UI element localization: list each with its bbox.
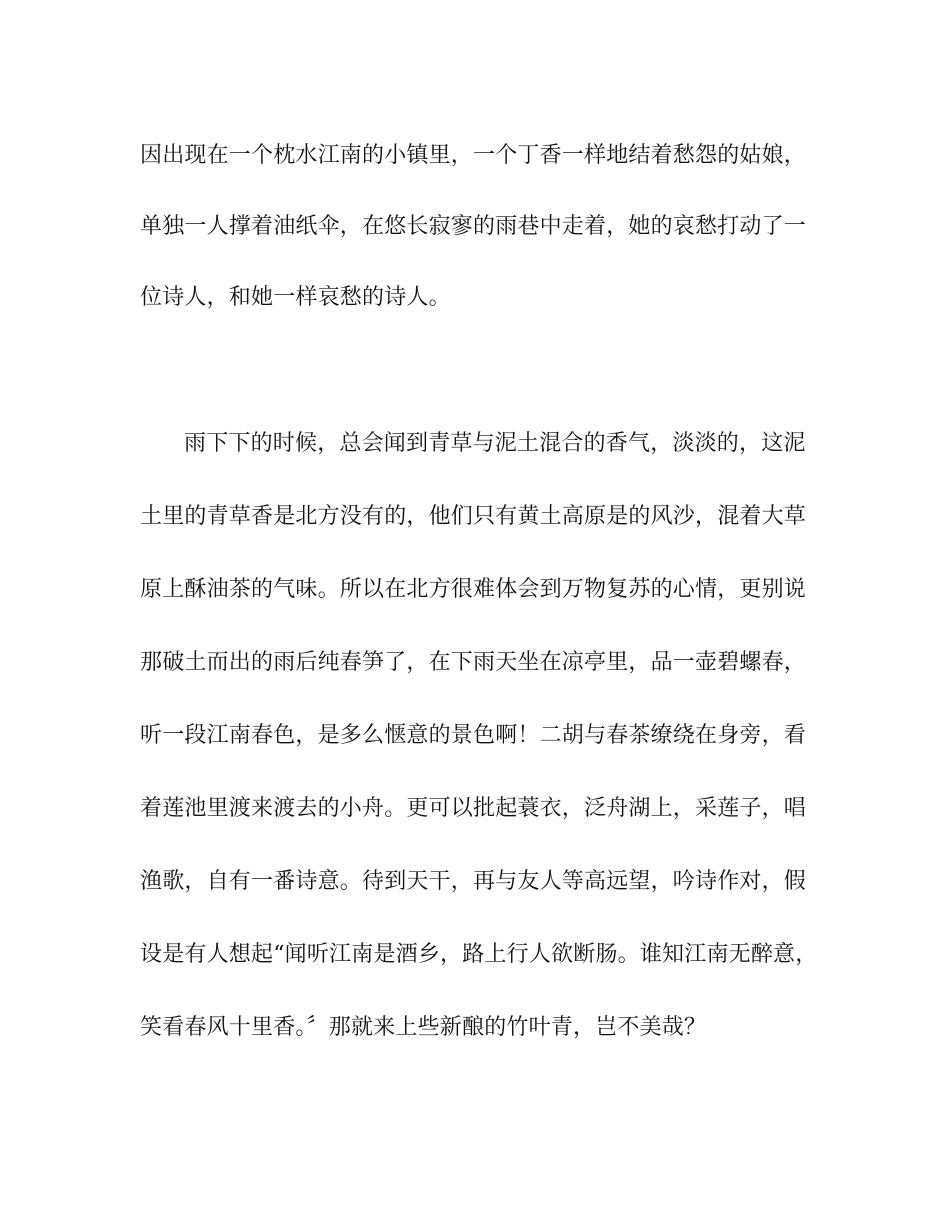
text-line: 单独一人撑着油纸伞，在悠长寂寥的雨巷中走着，她的哀愁打动了一 (140, 214, 807, 239)
text-line: 位诗人，和她一样哀愁的诗人。 (140, 285, 451, 310)
text-line: 笑看春风十里香。〞那就来上些新酿的竹叶青，岂不美哉？ (140, 1015, 707, 1040)
text-line: 着莲池里渡来渡去的小舟。更可以批起蓑衣，泛舟湖上，采莲子，唱 (140, 796, 807, 821)
text-line: 设是有人想起“闻听江南是酒乡，路上行人欲断肠。谁知江南无醉意， (140, 942, 818, 967)
text-line: 听一段江南春色，是多么惬意的景色啊！二胡与春茶缭绕在身旁，看 (140, 723, 807, 748)
text-line: 原上酥油茶的气味。所以在北方很难体会到万物复苏的心情，更别说 (140, 577, 807, 602)
text-line: 因出现在一个枕水江南的小镇里，一个丁香一样地结着愁怨的姑娘， (140, 143, 807, 168)
text-line: 土里的青草香是北方没有的，他们只有黄土高原是的风沙，混着大草 (140, 504, 807, 529)
text-line: 渔歌，自有一番诗意。待到天干，再与友人等高远望，吟诗作对，假 (140, 869, 807, 894)
text-line: 雨下下的时候，总会闻到青草与泥土混合的香气，淡淡的，这泥 (184, 431, 806, 456)
text-line: 那破土而出的雨后纯春笋了，在下雨天坐在凉亭里，品一壶碧螺春， (140, 650, 807, 675)
